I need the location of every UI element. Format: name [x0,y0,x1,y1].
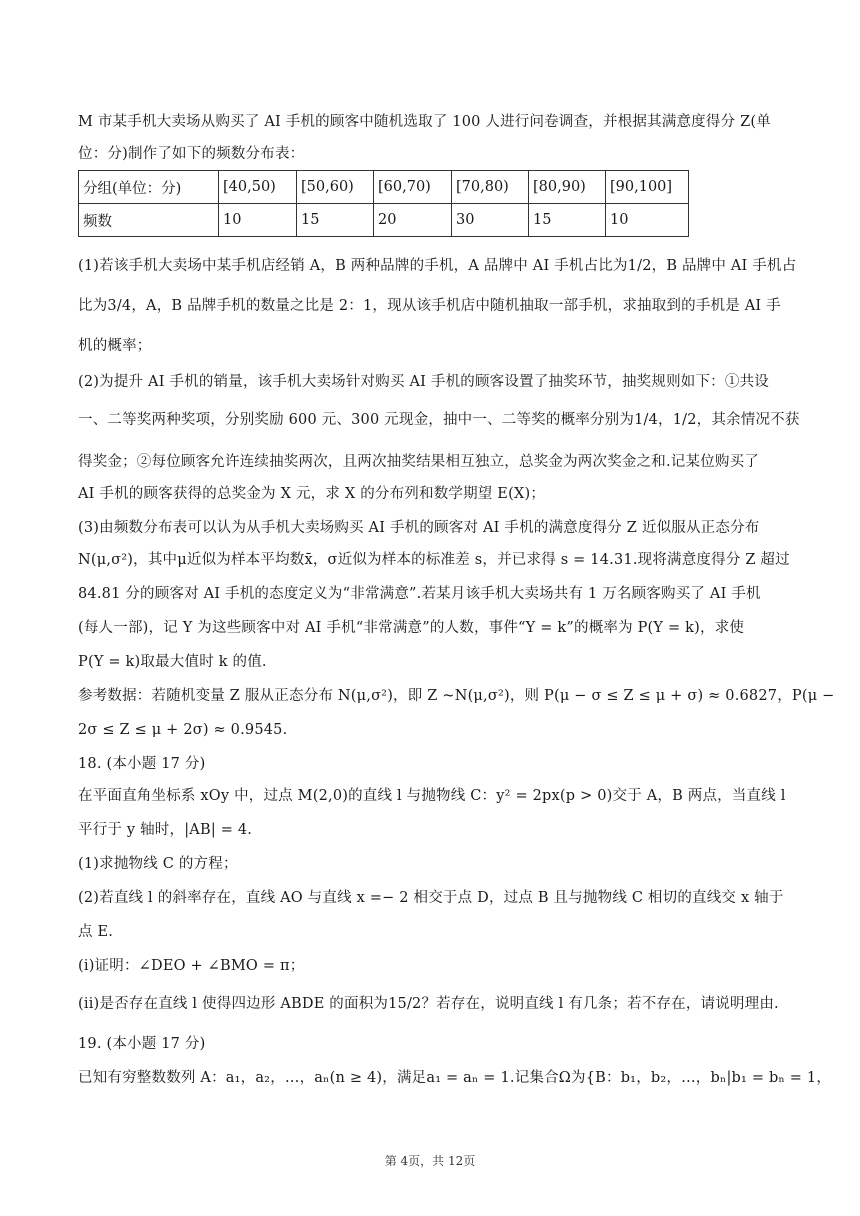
intro-line-1: M 市某手机大卖场从购买了 AI 手机的顾客中随机选取了 100 人进行问卷调查，并根据其满意度得分 Z(单 [78,114,771,130]
page-footer: 第 4页，共 12页 [384,1154,476,1168]
table-cell: 分组(单位：分) [79,171,219,204]
text-line: P(Y = k)取最大值时 k 的值. [78,654,267,670]
text-line: 在平面直角坐标系 xOy 中，过点 M(2,0)的直线 l 与抛物线 C：y² = 2px(p > 0)交于 A，B 两点，当直线 l [78,788,786,804]
text-line: 点 E. [78,924,114,940]
text-line: (2)若直线 l 的斜率存在，直线 AO 与直线 x =− 2 相交于点 D，过点 B 且与抛物线 C 相切的直线交 x 轴于 [78,890,784,906]
text-line: (每人一部)，记 Y 为这些顾客中对 AI 手机“非常满意”的人数，事件“Y = k”的概率为 P(Y = k)，求使 [78,620,745,636]
text-line: 一、二等奖两种奖项，分别奖励 600 元、300 元现金，抽中一、二等奖的概率分别为1/4，1/2，其余情况不获 [78,412,800,428]
table-cell: 10 [606,204,689,237]
problem-18-heading: 18. (本小题 17 分) [78,756,206,772]
table-cell: 15 [297,204,374,237]
table-cell: 30 [452,204,529,237]
text-line: 机的概率； [78,338,152,354]
text-line: 参考数据：若随机变量 Z 服从正态分布 N(μ,σ²)，即 Z ~N(μ,σ²)，则 P(μ − σ ≤ Z ≤ μ + σ) ≈ 0.6827，P(μ − [78,688,835,704]
table-cell: [60,70) [374,171,452,204]
table-cell: [50,60) [297,171,374,204]
frequency-table [78,170,689,237]
problem-19-heading: 19. (本小题 17 分) [78,1036,206,1052]
text-line: (3)由频数分布表可以认为从手机大卖场购买 AI 手机的顾客对 AI 手机的满意度得分 Z 近似服从正态分布 [78,520,760,536]
table-row [79,171,689,204]
text-line: 2σ ≤ Z ≤ μ + 2σ) ≈ 0.9545. [78,722,288,738]
text-line: 84.81 分的顾客对 AI 手机的态度定义为“非常满意”.若某月该手机大卖场共有 1 万名顾客购买了 AI 手机 [78,586,761,602]
table-cell: 频数 [79,204,219,237]
text-line: (i)证明：∠DEO + ∠BMO = π； [78,958,305,974]
text-line: 比为3/4，A，B 品牌手机的数量之比是 2：1，现从该手机店中随机抽取一部手机，求抽取到的手机是 AI 手 [78,298,781,314]
text-line: N(μ,σ²)，其中μ近似为样本平均数x̄，σ近似为样本的标准差 s，并已求得 s = 14.31.现将满意度得分 Z 超过 [78,552,790,568]
table-cell: [90,100] [606,171,689,204]
text-line: 得奖金；②每位顾客允许连续抽奖两次，且两次抽奖结果相互独立，总奖金为两次奖金之和.记某位购买了 [78,454,760,470]
table-cell: 20 [374,204,452,237]
text-line: (1)若该手机大卖场中某手机店经销 A，B 两种品牌的手机，A 品牌中 AI 手机占比为1/2，B 品牌中 AI 手机占 [78,258,797,274]
table-row [79,204,689,237]
text-line: (1)求抛物线 C 的方程； [78,856,238,872]
table-cell: [80,90) [529,171,606,204]
intro-line-2: 位：分)制作了如下的频数分布表： [78,146,305,162]
text-line: (2)为提升 AI 手机的销量，该手机大卖场针对购买 AI 手机的顾客设置了抽奖环节，抽奖规则如下：①共设 [78,374,769,390]
table-cell: [40,50) [219,171,297,204]
table-cell: 10 [219,204,297,237]
text-line: AI 手机的顾客获得的总奖金为 X 元，求 X 的分布列和数学期望 E(X)； [78,486,546,502]
text-line: 已知有穷整数数列 A：a₁，a₂，…，aₙ(n ≥ 4)，满足a₁ = aₙ = 1.记集合Ω为{B：b₁，b₂，…，bₙ|b₁ = bₙ = 1， [78,1070,832,1086]
text-line: 平行于 y 轴时，|AB| = 4. [78,822,253,838]
table-cell: 15 [529,204,606,237]
text-line: (ii)是否存在直线 l 使得四边形 ABDE 的面积为15/2？若存在，说明直线 l 有几条；若不存在，请说明理由. [78,996,779,1012]
table-cell: [70,80) [452,171,529,204]
